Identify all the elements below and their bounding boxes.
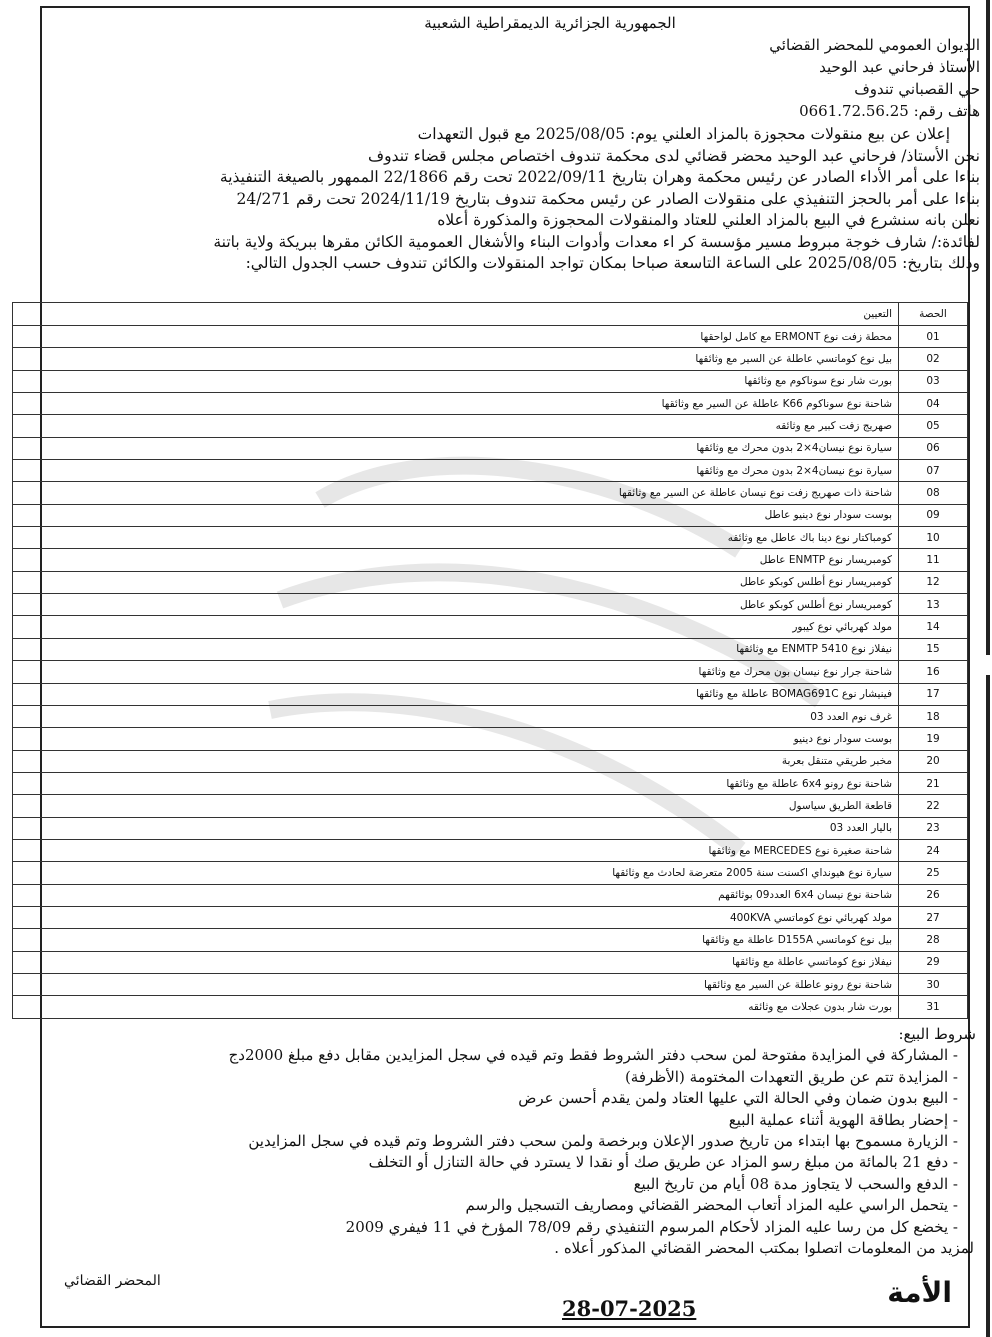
lot-description: قاطعة الطريق سياسول (13, 795, 899, 817)
lot-description: كومبريسار نوع ENMTP عاطل (13, 549, 899, 571)
lot-number: 30 (899, 973, 968, 995)
lot-description: صهريج زفت كبير مع وثائقه (13, 415, 899, 437)
lot-column-header: الحصة (899, 303, 968, 326)
table-row (13, 549, 968, 571)
terms-heading: شروط البيع: (898, 1025, 976, 1043)
table-row (13, 683, 968, 705)
announcement-paragraph: وذلك بتاريخ: 2025/08/05 على الساعة التاسعة صباحا بمكان تواجد المنقولات والكائن تندوف حسب الجدول التالي: (245, 254, 980, 272)
table-row (13, 728, 968, 750)
announcement-title: إعلان عن بيع منقولات محجوزة بالمزاد العلني يوم: 2025/08/05 مع قبول التعهدات (417, 125, 950, 143)
term-item: - الدفع والسحب لا يتجاوز مدة 08 أيام من تاريخ البيع (633, 1174, 958, 1193)
newspaper-logo-text: الأمة (887, 1276, 952, 1309)
right-edge-bar (986, 675, 990, 1337)
description-column-header: التعيين (13, 303, 899, 326)
lot-description: بوست سودار نوع دينيو (13, 728, 899, 750)
lot-number: 24 (899, 839, 968, 861)
table-row (13, 415, 968, 437)
lot-description: شاحنة ذات صهريج زفت نوع نيسان عاطلة عن السير مع وثائقها (13, 482, 899, 504)
lot-description: نيفلاز نوع ENMTP 5410 مع وثائقها (13, 638, 899, 660)
lot-description: نيفلاز نوع كوماتسي عاطلة مع وثائقها (13, 951, 899, 973)
lot-description: سيارة نوع هيونداي اكسنت سنة 2005 متعرضة لحادث مع وثائقها (13, 862, 899, 884)
announcement-paragraph: نعلن بانه سنشرع في البيع بالمزاد العلني للعتاد والمنقولات المحجوزة والمذكورة أعلاه (437, 211, 980, 229)
lot-description: بيل نوع كوماتسي عاطلة عن السير مع وثائقها (13, 348, 899, 370)
lot-description: محطة زفت نوع ERMONT مع كامل لواحقها (13, 326, 899, 348)
table-row (13, 370, 968, 392)
lots-table-body (13, 326, 968, 1019)
lots-table (12, 302, 968, 1019)
announcement-paragraph: لفائدة:/ شارف خوجة مبروط مسير مؤسسة كر اء معدات وأدوات البناء والأشغال العمومية الكائن مقرها ببريكة ولاية باتنة (213, 232, 980, 251)
table-row (13, 482, 968, 504)
term-item: - المشاركة في المزايدة مفتوحة لمن سحب دفتر الشروط فقط وتم قيده في سجل المزايدين مقابل دفع مبلغ 2000دج (228, 1046, 958, 1065)
term-item: - إحضار بطاقة الهوية أثناء عملية البيع (728, 1110, 958, 1129)
table-row (13, 661, 968, 683)
lot-description: فينيشار نوع BOMAG691C عاطلة مع وثائقها (13, 683, 899, 705)
table-row (13, 996, 968, 1018)
office-name: الديوان العمومي للمحضر القضائي (769, 36, 980, 54)
table-row (13, 884, 968, 906)
bailiff-name: الأستاذ فرحاني عبد الوحيد (819, 58, 980, 76)
lot-number: 15 (899, 638, 968, 660)
lot-number: 16 (899, 661, 968, 683)
lot-number: 27 (899, 906, 968, 928)
announcement-paragraph: بناءا على أمر الأداء الصادر عن رئيس محكمة وهران بتاريخ 2022/09/11 تحت رقم 22/1866 الممهور بالصيغة التنفيذية (219, 168, 980, 186)
lot-number: 23 (899, 817, 968, 839)
announcement-paragraph: نحن الأستاذ/ فرحاني عبد الوحيد محضر قضائي لدى محكمة تندوف اختصاص مجلس قضاء تندوف (368, 146, 980, 165)
table-row (13, 973, 968, 995)
table-row (13, 638, 968, 660)
term-item: - البيع بدون ضمان وفي الحالة التي عليها العتاد ولمن يقدم أحسن عرض (518, 1089, 958, 1108)
lot-number: 09 (899, 504, 968, 526)
table-row (13, 951, 968, 973)
lot-number: 26 (899, 884, 968, 906)
lot-number: 31 (899, 996, 968, 1018)
lot-number: 01 (899, 326, 968, 348)
office-address: حي القصباني تندوف (854, 80, 980, 98)
lot-description: بيل نوع كوماتسي D155A عاطلة مع وثائقها (13, 929, 899, 951)
table-row (13, 504, 968, 526)
table-row (13, 839, 968, 861)
terms-list (78, 1045, 978, 1238)
lot-number: 05 (899, 415, 968, 437)
lot-number: 18 (899, 705, 968, 727)
lot-description: بورت شار نوع سوناكوم مع وثائقها (13, 370, 899, 392)
lot-number: 20 (899, 750, 968, 772)
lot-description: مولد كهربائي نوع كيبور (13, 616, 899, 638)
table-row (13, 705, 968, 727)
republic-title: الجمهورية الجزائرية الديمقراطية الشعبية (424, 14, 676, 32)
table-row (13, 772, 968, 794)
lot-description: كومبريسار نوع أطلس كوبكو عاطل (13, 594, 899, 616)
term-item: - الزيارة مسموح بها ابتداء من تاريخ صدور الإعلان وبرخصة ولمن سحب دفتر الشروط وتم قيده في سجل المزايدين (248, 1132, 958, 1151)
lot-number: 19 (899, 728, 968, 750)
lot-number: 12 (899, 571, 968, 593)
lot-number: 17 (899, 683, 968, 705)
table-row (13, 817, 968, 839)
table-row (13, 795, 968, 817)
lot-description: شاحنة جرار نوع نيسان بون محرك مع وثائقها (13, 661, 899, 683)
lot-number: 06 (899, 437, 968, 459)
lot-number: 08 (899, 482, 968, 504)
right-edge-bar (986, 0, 990, 655)
lot-description: كومبريسار نوع أطلس كوبكو عاطل (13, 571, 899, 593)
table-row (13, 929, 968, 951)
lot-description: سيارة نوع نيسان4×2 بدون محرك مع وثائقها (13, 437, 899, 459)
table-row (13, 594, 968, 616)
table-row (13, 862, 968, 884)
lot-description: مولد كهربائي نوع كوماتسي 400KVA (13, 906, 899, 928)
announcement-paragraph: بناءا على أمر بالحجز التنفيذي على منقولات الصادر عن رئيس محكمة تندوف بتاريخ 2024/11/19 تحت رقم 24/271 (236, 189, 980, 208)
table-row (13, 437, 968, 459)
table-header-row (13, 303, 968, 326)
newspaper-logo (830, 1276, 952, 1322)
lot-description: غرف نوم العدد 03 (13, 705, 899, 727)
lot-number: 14 (899, 616, 968, 638)
lot-description: باليار العدد 03 (13, 817, 899, 839)
table-row (13, 750, 968, 772)
lot-description: شاحنة نوع رونو 6x4 عاطلة مع وثائقها (13, 772, 899, 794)
lot-description: بورت شار بدون عجلات مع وثائقه (13, 996, 899, 1018)
lot-number: 29 (899, 951, 968, 973)
term-item: - دفع 21 بالمائة من مبلغ رسو المزاد عن طريق صك أو نقدا لا يسترد في حالة التنازل أو التخلف (368, 1153, 958, 1172)
table-row (13, 527, 968, 549)
lot-number: 04 (899, 393, 968, 415)
table-row (13, 460, 968, 482)
lot-description: شاحنة نوع سوناكوم K66 عاطلة عن السير مع وثائقها (13, 393, 899, 415)
office-phone: هاتف رقم: 0661.72.56.25 (799, 102, 980, 120)
table-row (13, 326, 968, 348)
lot-number: 22 (899, 795, 968, 817)
lot-description: شاحنة نوع رونو عاطلة عن السير مع وثائقها (13, 973, 899, 995)
sale-terms (78, 1024, 978, 1259)
lots-table-wrapper (12, 302, 968, 1019)
lot-description: شاحنة نوع نيسان 6x4 العدد09 بوثائقهم (13, 884, 899, 906)
lot-number: 02 (899, 348, 968, 370)
lot-description: كومباكتار نوع دينا باك عاطل مع وثائقه (13, 527, 899, 549)
table-row (13, 571, 968, 593)
lot-number: 13 (899, 594, 968, 616)
announcement-body (80, 124, 980, 275)
lot-description: بوست سودار نوع دينيو عاطل (13, 504, 899, 526)
term-item: - يتحمل الراسي عليه المزاد أتعاب المحضر القضائي ومصاريف التسجيل والرسم (465, 1196, 958, 1215)
lot-number: 07 (899, 460, 968, 482)
table-row (13, 616, 968, 638)
lot-number: 28 (899, 929, 968, 951)
lot-number: 25 (899, 862, 968, 884)
lot-number: 03 (899, 370, 968, 392)
lot-description: سيارة نوع نيسان4×2 بدون محرك مع وثائقها (13, 460, 899, 482)
term-item: - يخضع كل من رسا عليه المزاد لأحكام المرسوم التنفيذي رقم 78/09 المؤرخ في 11 فيفري 2009 (345, 1217, 958, 1236)
lot-number: 21 (899, 772, 968, 794)
publication-date: 28-07-2025 (562, 1296, 697, 1321)
lot-description: مخبر طريقي متنقل بعربة (13, 750, 899, 772)
term-item: - المزايدة تتم عن طريق التعهدات المختومة (الأظرفة) (624, 1067, 958, 1086)
table-row (13, 348, 968, 370)
lot-number: 10 (899, 527, 968, 549)
table-row (13, 906, 968, 928)
lot-description: شاحنة صغيرة نوع MERCEDES مع وثائقها (13, 839, 899, 861)
document-header (80, 12, 980, 275)
lot-number: 11 (899, 549, 968, 571)
table-row (13, 393, 968, 415)
bailiff-signature: المحضر القضائي (64, 1273, 161, 1289)
contact-note: لمزيد من المعلومات اتصلوا بمكتب المحضر القضائي المذكور أعلاه . (554, 1239, 974, 1258)
